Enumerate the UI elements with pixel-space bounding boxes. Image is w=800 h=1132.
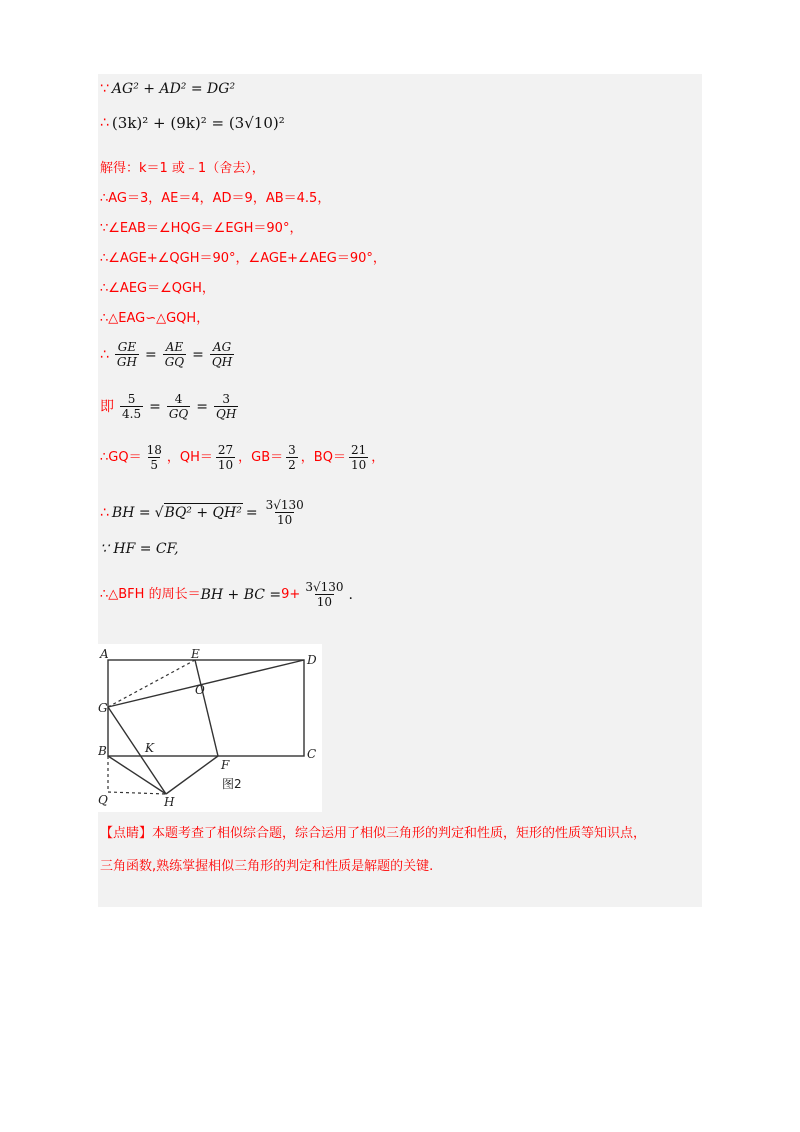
label-o: O — [195, 683, 205, 697]
fraction: $\frac{AG}{QH}$ — [211, 340, 233, 369]
equation-line-1 — [100, 80, 235, 98]
bh-line-12: ∴ BH = √ BQ² + QH² = $\frac{3√130}{10}$ — [100, 498, 304, 527]
perimeter-line-14: ∴△BFH 的周长＝ BH + BC = 9+ $\frac{3√130}{10}$ . — [100, 580, 353, 609]
ratio-line-10: 即 $\frac{5}{4.5}$ = $\frac{4}{GQ}$ = $\frac{3}{QH}$ — [100, 392, 237, 421]
solution-line-4: ∴AG＝3，AE＝4，AD＝9，AB＝4.5， — [100, 191, 331, 206]
equation-line-2 — [100, 114, 285, 132]
equation-text: AG² + AD² = DG² — [111, 81, 236, 97]
fraction: $\frac{4}{GQ}$ — [168, 392, 189, 421]
namely-label: 即 — [100, 398, 114, 415]
label-q: Q — [98, 793, 108, 807]
therefore-symbol: ∴ — [100, 346, 109, 363]
solution-line-3: 解得：k＝1 或﹣1（舍去）， — [100, 161, 265, 176]
geometry-figure — [98, 644, 322, 812]
fraction: $\frac{3}{QH}$ — [216, 392, 237, 421]
values-line-11: ∴GQ＝ $\frac{18}{5}$ ，QH＝ $\frac{27}{10}$ ，GB＝ $\frac{3}{2}$ ，BQ＝ $\frac{21}{10}$ ， — [100, 443, 385, 472]
fraction: $\frac{3√130}{10}$ — [265, 498, 304, 527]
because-symbol: ∵ — [100, 81, 109, 97]
figure-caption: 图2 — [222, 777, 242, 791]
fraction: $\frac{27}{10}$ — [217, 443, 234, 472]
equation-text: (3k)² + (9k)² = (3√10)² — [111, 114, 285, 132]
hf-line-13: ∵ HF = CF, — [100, 541, 179, 557]
label-k: K — [145, 741, 154, 755]
solution-line-6: ∴∠AGE+∠QGH＝90°，∠AGE+∠AEG＝90°， — [100, 251, 386, 266]
fraction: $\frac{5}{4.5}$ — [122, 392, 142, 421]
label-g: G — [98, 701, 108, 715]
therefore-symbol: ∴ — [100, 115, 109, 131]
fraction: $\frac{3√130}{10}$ — [305, 580, 344, 609]
solution-line-7: ∴∠AEG＝∠QGH， — [100, 281, 215, 296]
label-e: E — [191, 647, 200, 661]
fraction: $\frac{21}{10}$ — [350, 443, 367, 472]
label-b: B — [98, 744, 107, 758]
fraction: $\frac{AE}{GQ}$ — [164, 340, 185, 369]
solution-line-5: ∵∠EAB＝∠HQG＝∠EGH＝90°， — [100, 221, 303, 236]
key-point-line-1: 【点睛】本题考查了相似综合题，综合运用了相似三角形的判定和性质，矩形的性质等知识点， — [100, 826, 647, 841]
key-point-line-2: 三角函数,熟练掌握相似三角形的判定和性质是解题的关键. — [100, 859, 434, 874]
solution-line-8: ∴△EAG∽△GQH， — [100, 311, 210, 326]
label-c: C — [307, 747, 317, 761]
fraction: $\frac{18}{5}$ — [146, 443, 162, 472]
fraction: $\frac{3}{2}$ — [288, 443, 296, 472]
label-f: F — [221, 758, 230, 772]
label-d: D — [307, 653, 317, 667]
label-h: H — [164, 795, 175, 809]
fraction: $\frac{GE}{GH}$ — [116, 340, 137, 369]
ratio-line-9: ∴ $\frac{GE}{GH}$ = $\frac{AE}{GQ}$ = $\frac{AG}{QH}$ — [100, 340, 233, 369]
label-a: A — [100, 647, 109, 661]
therefore-symbol: ∴ — [100, 504, 109, 521]
